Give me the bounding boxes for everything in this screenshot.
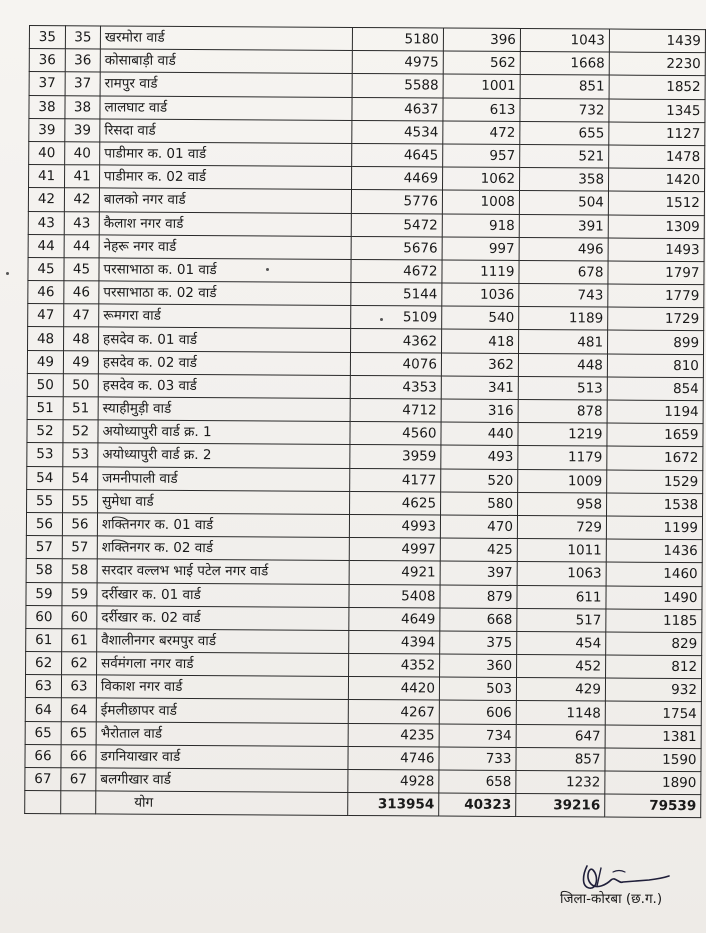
cell-sn: 61 bbox=[26, 628, 62, 651]
cell-v3: 1219 bbox=[518, 423, 607, 447]
cell-v3: 429 bbox=[516, 678, 605, 702]
cell-v3: 521 bbox=[520, 144, 609, 168]
cell-name: सर्वमंगला नगर वार्ड bbox=[97, 652, 349, 677]
cell-v1: 5144 bbox=[351, 283, 442, 307]
cell-name: वैशालीनगर बरमपुर वार्ड bbox=[97, 629, 349, 654]
cell-v3: 448 bbox=[518, 353, 607, 377]
cell-v2: 1001 bbox=[443, 74, 520, 98]
cell-v2: 397 bbox=[440, 561, 517, 585]
cell-v1: 4235 bbox=[348, 723, 439, 747]
cell-name: सुमेधा वार्ड bbox=[98, 490, 350, 515]
total-label: योग bbox=[96, 791, 348, 816]
cell-wn: 43 bbox=[64, 211, 99, 234]
table-row bbox=[27, 443, 703, 470]
cell-v3: 358 bbox=[519, 168, 608, 192]
cell-v4: 1493 bbox=[608, 238, 704, 262]
cell-v4: 1490 bbox=[606, 586, 702, 610]
cell-v4: 812 bbox=[606, 655, 702, 679]
table-row bbox=[25, 698, 701, 725]
cell-v2: 520 bbox=[441, 469, 518, 493]
table-row bbox=[27, 420, 703, 447]
table-row bbox=[29, 72, 705, 99]
cell-v4: 1659 bbox=[607, 423, 703, 447]
cell-wn: 37 bbox=[65, 72, 100, 95]
cell-sn: 65 bbox=[25, 721, 61, 744]
cell-name: ईमलीछापर वार्ड bbox=[96, 698, 348, 723]
cell-name: लालघाट वार्ड bbox=[100, 95, 352, 120]
table-row bbox=[27, 396, 703, 423]
speck-mark bbox=[266, 268, 269, 271]
cell-v3: 1148 bbox=[516, 701, 605, 725]
cell-wn: 49 bbox=[63, 350, 98, 373]
cell-v3: 513 bbox=[518, 376, 607, 400]
cell-v1: 3959 bbox=[350, 445, 441, 469]
cell-wn: 62 bbox=[62, 652, 97, 675]
cell-v1: 4637 bbox=[352, 97, 443, 121]
cell-sn: 36 bbox=[29, 49, 65, 72]
cell-v1: 4076 bbox=[350, 352, 441, 376]
cell-name: भैरोताल वार्ड bbox=[96, 722, 348, 747]
cell-v2: 396 bbox=[443, 28, 520, 52]
cell-v3: 504 bbox=[519, 191, 608, 215]
cell-v2: 658 bbox=[439, 770, 516, 794]
cell-v2: 360 bbox=[440, 654, 517, 678]
table-row bbox=[28, 304, 704, 331]
cell-v1: 4993 bbox=[349, 514, 440, 538]
cell-v4: 1538 bbox=[607, 493, 703, 517]
cell-v1: 4353 bbox=[350, 375, 441, 399]
table-row bbox=[26, 582, 702, 609]
cell-wn: 45 bbox=[64, 258, 99, 281]
cell-v1: 4928 bbox=[348, 769, 439, 793]
cell-sn: 35 bbox=[29, 26, 65, 49]
cell-sn: 67 bbox=[25, 767, 61, 790]
cell-name: रामपुर वार्ड bbox=[100, 72, 352, 97]
table-row bbox=[29, 141, 705, 168]
table-row bbox=[28, 257, 704, 284]
table-row bbox=[29, 165, 705, 192]
cell-wn: 52 bbox=[63, 420, 98, 443]
table-row bbox=[29, 95, 705, 122]
table-row bbox=[27, 373, 703, 400]
cell-v1: 5109 bbox=[351, 306, 442, 330]
cell-name: डगनियाखार वार्ड bbox=[96, 745, 348, 770]
cell-sn: 51 bbox=[27, 396, 63, 419]
cell-v3: 496 bbox=[519, 237, 608, 261]
cell-name: शक्तिनगर क. 01 वार्ड bbox=[97, 513, 349, 538]
cell-sn: 45 bbox=[28, 257, 64, 280]
cell-v1: 4469 bbox=[351, 167, 442, 191]
cell-sn: 53 bbox=[27, 443, 63, 466]
cell-sn: 54 bbox=[27, 466, 63, 489]
table-row bbox=[29, 118, 705, 145]
cell-sn: 66 bbox=[25, 744, 61, 767]
total-v3: 39216 bbox=[516, 794, 605, 818]
cell-v4: 1512 bbox=[608, 191, 704, 215]
cell-wn: 48 bbox=[64, 327, 99, 350]
cell-v1: 4352 bbox=[349, 654, 440, 678]
cell-v2: 957 bbox=[443, 144, 520, 168]
cell-v2: 425 bbox=[440, 538, 517, 562]
total-v2: 40323 bbox=[439, 793, 516, 817]
cell-v4: 899 bbox=[608, 330, 704, 354]
cell-v3: 878 bbox=[518, 399, 607, 423]
cell-wn: 38 bbox=[65, 95, 100, 118]
cell-v1: 5588 bbox=[352, 74, 443, 98]
cell-name: दर्रीखार क. 02 वार्ड bbox=[97, 606, 349, 631]
cell-v3: 857 bbox=[516, 747, 605, 771]
cell-v1: 4177 bbox=[350, 468, 441, 492]
speck-mark bbox=[380, 318, 383, 321]
cell-v2: 375 bbox=[440, 631, 517, 655]
table-row bbox=[27, 350, 703, 377]
table-row bbox=[27, 489, 703, 516]
cell-v4: 1754 bbox=[605, 701, 701, 725]
table-row bbox=[26, 512, 702, 539]
table-row bbox=[25, 744, 701, 771]
cell-v4: 1478 bbox=[609, 145, 705, 169]
cell-v4: 1420 bbox=[608, 168, 704, 192]
cell-v1: 5776 bbox=[351, 190, 442, 214]
cell-v3: 729 bbox=[517, 515, 606, 539]
cell-sn: 63 bbox=[25, 675, 61, 698]
cell-v1: 4560 bbox=[350, 422, 441, 446]
cell-v4: 932 bbox=[605, 678, 701, 702]
cell-wn: 51 bbox=[63, 397, 98, 420]
cell-name: कोसाबाड़ी वार्ड bbox=[100, 49, 352, 74]
cell-v3: 647 bbox=[516, 724, 605, 748]
cell-v3: 454 bbox=[517, 631, 606, 655]
cell-v3: 391 bbox=[519, 214, 608, 238]
cell-v3: 611 bbox=[517, 585, 606, 609]
table-row bbox=[28, 281, 704, 308]
cell-v3: 481 bbox=[519, 330, 608, 354]
cell-v2: 1036 bbox=[442, 283, 519, 307]
cell-name: अयोध्यापुरी वार्ड क्र. 2 bbox=[98, 443, 350, 468]
cell-v2: 668 bbox=[440, 608, 517, 632]
cell-v3: 732 bbox=[520, 98, 609, 122]
cell-v1: 5408 bbox=[349, 584, 440, 608]
cell-v3: 851 bbox=[520, 75, 609, 99]
cell-v3: 678 bbox=[519, 260, 608, 284]
cell-wn: 64 bbox=[61, 698, 96, 721]
cell-v1: 4921 bbox=[349, 561, 440, 585]
table-row bbox=[26, 536, 702, 563]
cell-v1: 5472 bbox=[351, 213, 442, 237]
cell-name: हसदेव क. 02 वार्ड bbox=[98, 351, 350, 376]
cell-sn: 46 bbox=[28, 281, 64, 304]
cell-v2: 734 bbox=[439, 724, 516, 748]
cell-name: दर्रीखार क. 01 वार्ड bbox=[97, 582, 349, 607]
cell-sn: 40 bbox=[29, 141, 65, 164]
cell-v3: 1063 bbox=[517, 562, 606, 586]
cell-v2: 341 bbox=[441, 376, 518, 400]
cell-v3: 1043 bbox=[520, 29, 609, 53]
cell-name: नेहरू नगर वार्ड bbox=[99, 235, 351, 260]
cell-v1: 4649 bbox=[349, 607, 440, 631]
cell-v4: 2230 bbox=[609, 52, 705, 76]
cell-wn: 54 bbox=[63, 466, 98, 489]
cell-wn: 47 bbox=[64, 304, 99, 327]
cell-wn: 60 bbox=[62, 605, 97, 628]
cell-v3: 655 bbox=[520, 121, 609, 145]
cell-v4: 854 bbox=[607, 377, 703, 401]
cell-v4: 1381 bbox=[605, 725, 701, 749]
cell-v2: 613 bbox=[443, 98, 520, 122]
cell-name: परसाभाठा क. 01 वार्ड bbox=[99, 258, 351, 283]
table-row bbox=[26, 628, 702, 655]
cell-v2: 540 bbox=[442, 306, 519, 330]
cell-wn: 67 bbox=[61, 768, 96, 791]
cell-v4: 1436 bbox=[606, 539, 702, 563]
table-body bbox=[25, 26, 706, 818]
cell-wn: 53 bbox=[63, 443, 98, 466]
cell-v1: 4746 bbox=[348, 746, 439, 770]
cell-wn: 59 bbox=[62, 582, 97, 605]
cell-v1: 4672 bbox=[351, 259, 442, 283]
cell-v2: 606 bbox=[439, 700, 516, 724]
cell-v2: 470 bbox=[440, 515, 517, 539]
cell-v4: 810 bbox=[607, 354, 703, 378]
total-empty-cell bbox=[61, 791, 96, 814]
table-row bbox=[28, 188, 704, 215]
cell-v2: 1008 bbox=[442, 190, 519, 214]
total-v1: 313954 bbox=[348, 793, 439, 817]
cell-v4: 1460 bbox=[606, 562, 702, 586]
cell-v1: 4625 bbox=[350, 491, 441, 515]
cell-wn: 41 bbox=[65, 165, 100, 188]
cell-wn: 42 bbox=[64, 188, 99, 211]
cell-v1: 4362 bbox=[351, 329, 442, 353]
cell-v1: 4997 bbox=[349, 538, 440, 562]
table-row bbox=[25, 721, 701, 748]
table-row bbox=[26, 652, 702, 679]
total-v4: 79539 bbox=[605, 794, 701, 818]
cell-v4: 1852 bbox=[609, 75, 705, 99]
cell-wn: 56 bbox=[62, 513, 97, 536]
cell-v4: 1439 bbox=[609, 29, 705, 53]
cell-sn: 44 bbox=[28, 234, 64, 257]
cell-v4: 1779 bbox=[608, 284, 704, 308]
cell-name: पाडीमार क. 02 वार्ड bbox=[100, 165, 352, 190]
cell-wn: 44 bbox=[64, 234, 99, 257]
cell-wn: 61 bbox=[62, 629, 97, 652]
cell-v2: 503 bbox=[439, 677, 516, 701]
cell-name: परसाभाठा क. 02 वार्ड bbox=[99, 281, 351, 306]
cell-sn: 39 bbox=[29, 118, 65, 141]
cell-v2: 1119 bbox=[442, 260, 519, 284]
cell-sn: 58 bbox=[26, 559, 62, 582]
cell-sn: 57 bbox=[26, 536, 62, 559]
cell-wn: 40 bbox=[65, 142, 100, 165]
cell-v3: 1009 bbox=[518, 469, 607, 493]
cell-wn: 35 bbox=[65, 26, 100, 49]
cell-wn: 57 bbox=[62, 536, 97, 559]
cell-v1: 4534 bbox=[352, 120, 443, 144]
table-row bbox=[26, 605, 702, 632]
cell-name: बालको नगर वार्ड bbox=[99, 188, 351, 213]
cell-sn: 59 bbox=[26, 582, 62, 605]
cell-wn: 66 bbox=[61, 745, 96, 768]
cell-wn: 55 bbox=[63, 489, 98, 512]
cell-v2: 733 bbox=[439, 747, 516, 771]
cell-v4: 1185 bbox=[606, 609, 702, 633]
cell-v3: 1189 bbox=[519, 307, 608, 331]
cell-v2: 1062 bbox=[442, 167, 519, 191]
cell-name: विकाश नगर वार्ड bbox=[96, 675, 348, 700]
table-row bbox=[29, 49, 705, 76]
cell-wn: 46 bbox=[64, 281, 99, 304]
table-row bbox=[25, 675, 701, 702]
cell-sn: 49 bbox=[27, 350, 63, 373]
cell-v3: 1232 bbox=[516, 770, 605, 794]
cell-v2: 562 bbox=[443, 51, 520, 75]
cell-v4: 1890 bbox=[605, 771, 701, 795]
cell-sn: 62 bbox=[26, 652, 62, 675]
cell-v4: 1729 bbox=[608, 307, 704, 331]
cell-v2: 316 bbox=[441, 399, 518, 423]
cell-v3: 1179 bbox=[518, 446, 607, 470]
cell-sn: 56 bbox=[26, 512, 62, 535]
cell-sn: 55 bbox=[27, 489, 63, 512]
cell-v1: 5676 bbox=[351, 236, 442, 260]
cell-v1: 4975 bbox=[352, 51, 443, 75]
cell-v3: 452 bbox=[517, 655, 606, 679]
cell-name: बलगीखार वार्ड bbox=[96, 768, 348, 793]
cell-sn: 50 bbox=[27, 373, 63, 396]
cell-v3: 743 bbox=[519, 284, 608, 308]
cell-v1: 4267 bbox=[348, 700, 439, 724]
ward-data-table bbox=[24, 25, 706, 818]
cell-v4: 1127 bbox=[609, 122, 705, 146]
cell-sn: 60 bbox=[26, 605, 62, 628]
cell-name: रिसदा वार्ड bbox=[100, 119, 352, 144]
cell-sn: 41 bbox=[29, 165, 65, 188]
cell-v2: 918 bbox=[442, 214, 519, 238]
speck-mark bbox=[6, 272, 9, 275]
cell-v4: 1199 bbox=[606, 516, 702, 540]
cell-v4: 1309 bbox=[608, 215, 704, 239]
cell-name: हसदेव क. 03 वार्ड bbox=[98, 374, 350, 399]
cell-name: जमनीपाली वार्ड bbox=[98, 466, 350, 491]
table-row bbox=[28, 211, 704, 238]
cell-v1: 5180 bbox=[352, 27, 443, 51]
cell-v2: 362 bbox=[441, 353, 518, 377]
cell-name: अयोध्यापुरी वार्ड क्र. 1 bbox=[98, 420, 350, 445]
table-row bbox=[26, 559, 702, 586]
cell-v2: 879 bbox=[440, 585, 517, 609]
cell-wn: 39 bbox=[65, 118, 100, 141]
table-row bbox=[28, 327, 704, 354]
cell-wn: 36 bbox=[65, 49, 100, 72]
cell-name: रूमगरा वार्ड bbox=[99, 304, 351, 329]
cell-sn: 52 bbox=[27, 420, 63, 443]
table-row bbox=[25, 767, 701, 794]
total-row bbox=[25, 791, 701, 818]
cell-sn: 37 bbox=[29, 72, 65, 95]
cell-v2: 418 bbox=[442, 329, 519, 353]
cell-name: सरदार वल्लभ भाई पटेल नगर वार्ड bbox=[97, 559, 349, 584]
cell-v3: 958 bbox=[518, 492, 607, 516]
cell-v2: 580 bbox=[441, 492, 518, 516]
cell-v1: 4645 bbox=[352, 143, 443, 167]
cell-sn: 38 bbox=[29, 95, 65, 118]
cell-wn: 63 bbox=[61, 675, 96, 698]
cell-v4: 1590 bbox=[605, 748, 701, 772]
cell-v3: 1011 bbox=[517, 539, 606, 563]
cell-v2: 493 bbox=[441, 445, 518, 469]
cell-v4: 1194 bbox=[607, 400, 703, 424]
cell-v1: 4712 bbox=[350, 398, 441, 422]
cell-v4: 1672 bbox=[607, 446, 703, 470]
cell-v4: 1529 bbox=[607, 470, 703, 494]
cell-v2: 997 bbox=[442, 237, 519, 261]
cell-sn: 42 bbox=[28, 188, 64, 211]
cell-v2: 472 bbox=[443, 121, 520, 145]
cell-name: हसदेव क. 01 वार्ड bbox=[99, 327, 351, 352]
table-row bbox=[27, 466, 703, 493]
cell-name: खरमोरा वार्ड bbox=[100, 26, 352, 51]
cell-sn: 47 bbox=[28, 304, 64, 327]
cell-sn: 48 bbox=[28, 327, 64, 350]
cell-v1: 4394 bbox=[349, 630, 440, 654]
table-row bbox=[28, 234, 704, 261]
cell-wn: 58 bbox=[62, 559, 97, 582]
cell-name: पाडीमार क. 01 वार्ड bbox=[100, 142, 352, 167]
cell-wn: 65 bbox=[61, 721, 96, 744]
total-empty-cell bbox=[25, 791, 61, 814]
cell-v1: 4420 bbox=[348, 677, 439, 701]
cell-wn: 50 bbox=[63, 374, 98, 397]
cell-sn: 64 bbox=[25, 698, 61, 721]
cell-name: शक्तिनगर क. 02 वार्ड bbox=[97, 536, 349, 561]
cell-v4: 1345 bbox=[609, 99, 705, 123]
signature-designation: जिला-कोरबा (छ.ग.) bbox=[560, 891, 663, 907]
table-row bbox=[29, 26, 705, 53]
cell-name: कैलाश नगर वार्ड bbox=[99, 211, 351, 236]
cell-v4: 1797 bbox=[608, 261, 704, 285]
cell-name: स्याहीमुड़ी वार्ड bbox=[98, 397, 350, 422]
cell-v4: 829 bbox=[606, 632, 702, 656]
cell-v2: 440 bbox=[441, 422, 518, 446]
cell-v3: 517 bbox=[517, 608, 606, 632]
cell-v3: 1668 bbox=[520, 52, 609, 76]
cell-sn: 43 bbox=[28, 211, 64, 234]
